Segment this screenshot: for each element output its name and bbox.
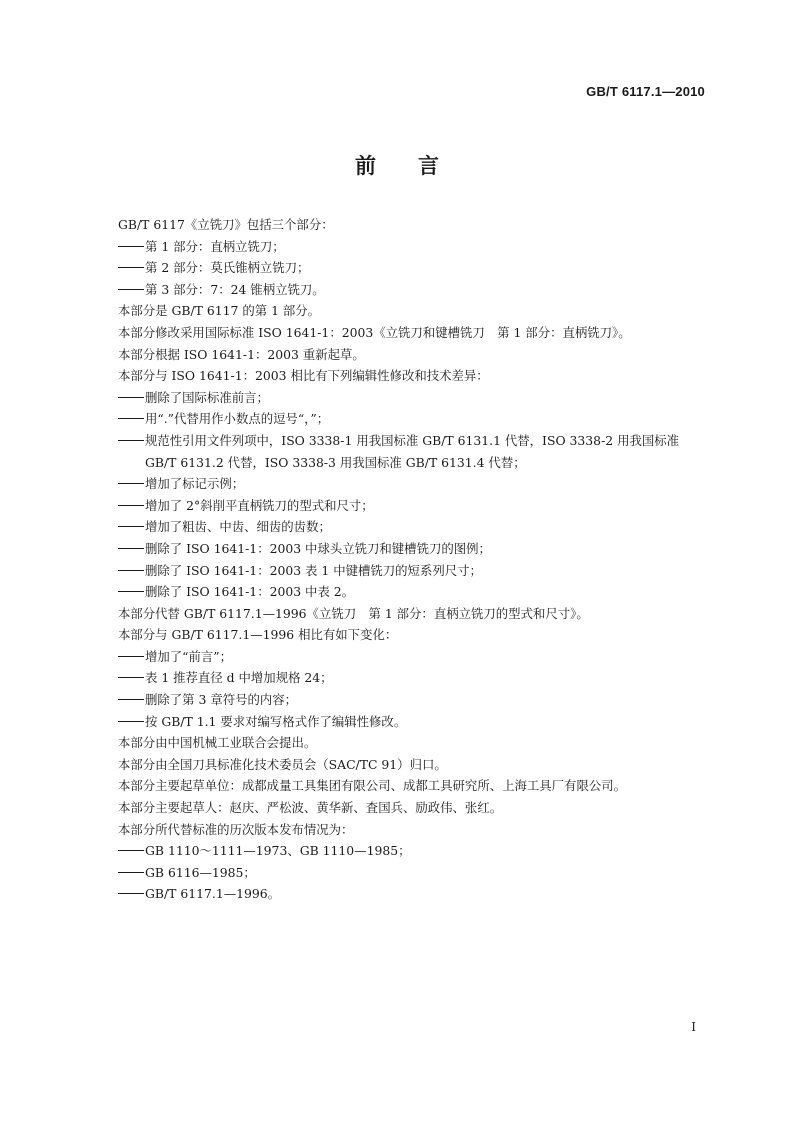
paragraph-line: 本部分根据 ISO 1641-1：2003 重新起草。 xyxy=(118,346,365,362)
list-item-continuation: GB/T 6131.2 代替，ISO 3338-3 用我国标准 GB/T 6131.4 代替； xyxy=(145,454,526,470)
paragraph-line: 本部分主要起草人：赵庆、严松波、黄华新、査国兵、励政伟、张红。 xyxy=(118,800,503,816)
dash-marker xyxy=(118,585,145,597)
list-item: 增加了 2°斜削平直柄铣刀的型式和尺寸； xyxy=(118,495,718,517)
list-item: 用“.”代替用作小数点的逗号“，”； xyxy=(118,408,718,430)
dash-marker xyxy=(118,434,145,446)
foreword-body xyxy=(118,214,718,905)
paragraph-line: GB/T 6117《立铣刀》包括三个部分： xyxy=(118,217,334,232)
paragraph-line: 本部分由全国刀具标准化技术委员会（SAC/TC 91）归口。 xyxy=(118,756,447,772)
dash-marker xyxy=(118,477,145,489)
list-item: 增加了“前言”； xyxy=(118,646,718,668)
list-item: 增加了标记示例； xyxy=(118,473,718,495)
list-item: GB 6116—1985； xyxy=(118,862,718,884)
dash-marker xyxy=(118,391,145,403)
paragraph-line: 本部分由中国机械工业联合会提出。 xyxy=(118,735,317,751)
list-item: 删除了 ISO 1641-1：2003 表 1 中键槽铣刀的短系列尺寸； xyxy=(118,560,718,582)
paragraph-line: 本部分与 ISO 1641-1：2003 相比有下列编辑性修改和技术差异： xyxy=(118,368,489,384)
list-item: 增加了粗齿、中齿、细齿的齿数； xyxy=(118,516,718,538)
list-item: 第 2 部分：莫氏锥柄立铣刀； xyxy=(118,257,718,279)
list-item: 删除了第 3 章符号的内容； xyxy=(118,689,718,711)
standard-number: GB/T 6117.1—2010 xyxy=(586,84,705,99)
dash-marker xyxy=(118,671,145,683)
dash-marker xyxy=(118,693,145,705)
list-item: 第 3 部分：7：24 锥柄立铣刀。 xyxy=(118,279,718,301)
list-item: 按 GB/T 1.1 要求对编写格式作了编辑性修改。 xyxy=(118,711,718,733)
dash-marker xyxy=(118,715,145,727)
paragraph-line: 本部分代替 GB/T 6117.1—1996《立铣刀 第 1 部分：直柄立铣刀的型式和尺寸》。 xyxy=(118,605,589,621)
paragraph-line: 本部分修改采用国际标准 ISO 1641-1：2003《立铣刀和键槽铣刀 第 1 部分：直柄铣刀》。 xyxy=(118,324,631,340)
list-item: 删除了国际标准前言； xyxy=(118,387,718,409)
dash-marker xyxy=(118,283,145,295)
list-item: 第 1 部分：直柄立铣刀； xyxy=(118,236,718,258)
paragraph-line: 本部分与 GB/T 6117.1—1996 相比有如下变化： xyxy=(118,627,398,643)
list-item: GB/T 6117.1—1996。 xyxy=(118,883,718,905)
page-title: 前言 xyxy=(355,154,481,178)
paragraph-line: 本部分所代替标准的历次版本发布情况为： xyxy=(118,821,354,837)
list-item: GB 1110～1111—1973、GB 1110—1985； xyxy=(118,840,718,862)
list-item: 删除了 ISO 1641-1：2003 中球头立铣刀和键槽铣刀的图例； xyxy=(118,538,718,560)
dash-marker xyxy=(118,844,145,856)
dash-marker xyxy=(118,564,145,576)
dash-marker xyxy=(118,261,145,273)
dash-marker xyxy=(118,542,145,554)
list-item: 表 1 推荐直径 d 中增加规格 24； xyxy=(118,667,718,689)
paragraph-line: 本部分主要起草单位：成都成量工具集团有限公司、成都工具研究所、上海工具厂有限公司。 xyxy=(118,778,627,794)
list-item: 规范性引用文件列项中，ISO 3338-1 用我国标准 GB/T 6131.1 代替，ISO 3338-2 用我国标准 xyxy=(118,430,718,452)
dash-marker xyxy=(118,412,145,424)
dash-marker xyxy=(118,499,145,511)
paragraph-line: 本部分是 GB/T 6117 的第 1 部分。 xyxy=(118,303,321,319)
page-number: I xyxy=(691,1020,696,1034)
dash-marker xyxy=(118,240,145,252)
dash-marker xyxy=(118,866,145,878)
dash-marker xyxy=(118,520,145,532)
dash-marker xyxy=(118,650,145,662)
list-item: 删除了 ISO 1641-1：2003 中表 2。 xyxy=(118,581,718,603)
dash-marker xyxy=(118,887,145,899)
